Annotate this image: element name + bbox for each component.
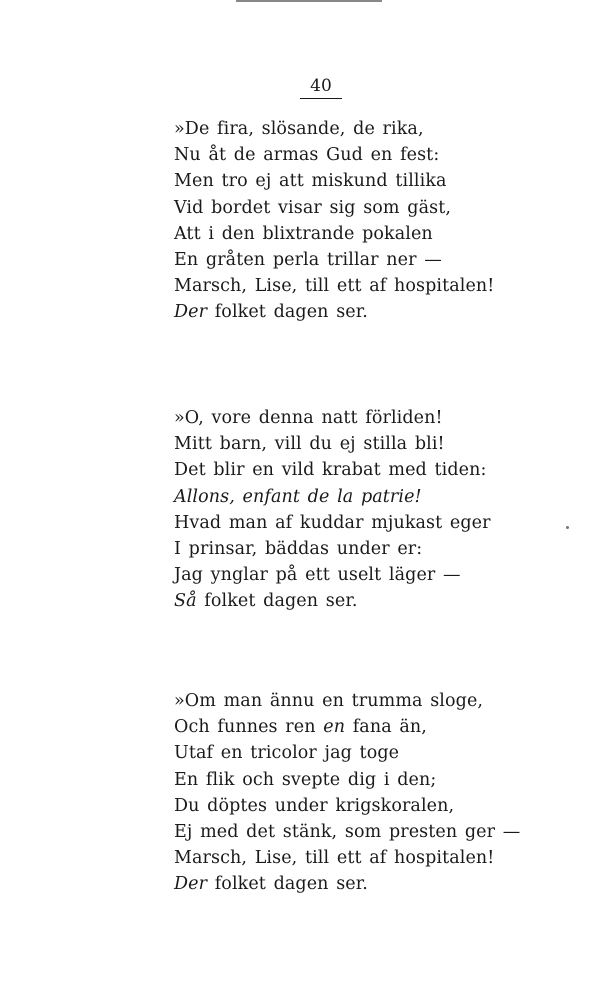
verse-text: fana än, bbox=[345, 717, 427, 738]
stanza-1 bbox=[174, 116, 574, 326]
verse-line bbox=[174, 484, 574, 510]
print-speck bbox=[566, 526, 569, 529]
verse-text: Marsch, Lise, till ett af hospitalen! bbox=[174, 276, 495, 297]
verse-text: Utaf en tricolor jag toge bbox=[174, 743, 400, 764]
verse-text: Vid bordet visar sig som gäst, bbox=[174, 197, 452, 218]
verse-text: Ej med det stänk, som presten ger — bbox=[174, 821, 521, 842]
verse-line bbox=[174, 536, 574, 562]
verse-text: Nu åt de armas Gud en fest: bbox=[174, 145, 440, 166]
verse-line bbox=[174, 299, 574, 325]
verse-text-italic: Der bbox=[174, 874, 208, 895]
verse-line bbox=[174, 116, 574, 142]
verse-text: En gråten perla trillar ner — bbox=[174, 249, 442, 270]
verse-text: »De fira, slösande, de rika, bbox=[174, 119, 424, 139]
verse-line bbox=[174, 431, 574, 457]
verse-text: Jag ynglar på ett uselt läger — bbox=[174, 565, 461, 586]
verse-line bbox=[174, 247, 574, 273]
verse-line bbox=[174, 871, 574, 897]
verse-text: folket dagen ser. bbox=[207, 874, 368, 895]
verse-text: folket dagen ser. bbox=[207, 302, 368, 323]
verse-text: Du döptes under krigskoralen, bbox=[174, 795, 455, 816]
stanza-2 bbox=[174, 405, 574, 615]
verse-text: »Om man ännu en trumma sloge, bbox=[174, 691, 484, 711]
verse-line bbox=[174, 688, 574, 714]
verse-line bbox=[174, 273, 574, 299]
page-number: 40 bbox=[300, 76, 342, 99]
verse-line bbox=[174, 714, 574, 740]
verse-line bbox=[174, 168, 574, 194]
verse-line bbox=[174, 510, 574, 536]
verse-text: »O, vore denna natt förliden! bbox=[174, 408, 443, 428]
verse-line bbox=[174, 767, 574, 793]
verse-text-italic: Så bbox=[174, 591, 197, 612]
verse-text: En flik och svepte dig i den; bbox=[174, 769, 437, 790]
verse-text: Och funnes ren bbox=[174, 717, 324, 738]
verse-line bbox=[174, 405, 574, 431]
verse-text-italic: en bbox=[323, 717, 346, 738]
verse-text: Det blir en vild krabat med tiden: bbox=[174, 460, 487, 481]
verse-text: Men tro ej att miskund tillika bbox=[174, 171, 447, 192]
verse-text: Mitt barn, vill du ej stilla bli! bbox=[174, 434, 445, 455]
verse-line bbox=[174, 819, 574, 845]
verse-text: Att i den blixtrande pokalen bbox=[174, 223, 433, 244]
verse-text-italic: Allons, enfant de la patrie! bbox=[174, 486, 422, 507]
verse-line bbox=[174, 740, 574, 766]
verse-text: Hvad man af kuddar mjukast eger bbox=[174, 512, 491, 533]
verse-line bbox=[174, 562, 574, 588]
verse-line bbox=[174, 221, 574, 247]
verse-line bbox=[174, 845, 574, 871]
verse-text: folket dagen ser. bbox=[196, 591, 358, 612]
verse-text: Marsch, Lise, till ett af hospitalen! bbox=[174, 848, 495, 869]
verse-line bbox=[174, 793, 574, 819]
verse-line bbox=[174, 588, 574, 614]
verse-text-italic: Der bbox=[174, 302, 208, 323]
top-rule bbox=[236, 0, 382, 2]
stanza-3 bbox=[174, 688, 574, 898]
verse-line bbox=[174, 457, 574, 483]
verse-line bbox=[174, 142, 574, 168]
verse-line bbox=[174, 195, 574, 221]
verse-text: I prinsar, bäddas under er: bbox=[174, 538, 423, 559]
